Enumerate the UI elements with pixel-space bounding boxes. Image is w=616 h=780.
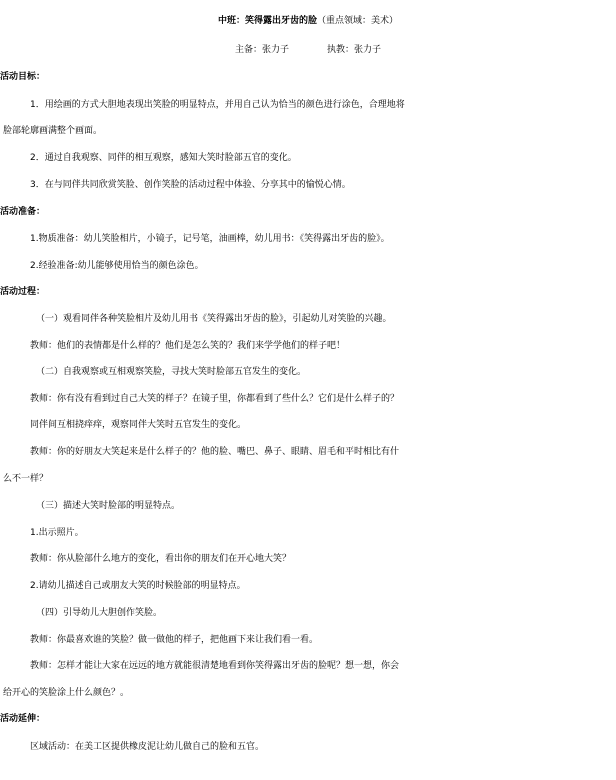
- prep-author: 主备：张力子: [234, 45, 289, 55]
- process-line: 给开心的笑脸涂上什么颜色？。: [3, 688, 130, 698]
- goal-line: 2．通过自我观察、同伴的相互观察，感知大笑时脸部五官的变化。: [30, 153, 297, 163]
- process-line: 么不一样？: [3, 474, 49, 484]
- process-step-title: （一）观看同伴各种笑脸相片及幼儿用书《笑得露出牙齿的脸》，引起幼儿对笑脸的兴趣。: [36, 314, 392, 324]
- extension-line: 区域活动：在美工区提供橡皮泥让幼儿做自己的脸和五官。: [30, 742, 265, 752]
- process-line: 同伴间互相挠痒痒，观察同伴大笑时五官发生的变化。: [30, 420, 247, 430]
- title-main: 中班：笑得露出牙齿的脸: [217, 16, 317, 26]
- process-line: 教师：你的好朋友大笑起来是什么样子的？他的脸、嘴巴、鼻子、眼睛、眉毛和平时相比有什: [30, 447, 400, 457]
- goal-line: 3．在与同伴共同欣赏笑脸、创作笑脸的活动过程中体验、分享其中的愉悦心情。: [30, 180, 351, 190]
- title-subject-area: （重点领域：美术）: [317, 16, 399, 26]
- process-heading: 活动过程：: [0, 287, 46, 297]
- prep-line: 2.经验准备:幼儿能够使用恰当的颜色涂色。: [30, 261, 204, 271]
- process-step-title: （二）自我观察或互相观察笑脸，寻找大笑时脸部五官发生的变化。: [36, 367, 307, 377]
- process-line: 2.请幼儿描述自己或朋友大笑的时候脸部的明显特点。: [30, 581, 246, 591]
- process-line: 教师：你最喜欢谁的笑脸？做一做他的样子，把他画下来让我们看一看。: [30, 635, 319, 645]
- goal-line: 脸部轮廓画满整个画面。: [3, 126, 103, 136]
- goal-line: 1．用绘画的方式大胆地表现出笑脸的明显特点，并用自己认为恰当的颜色进行涂色，合理地将: [30, 100, 405, 110]
- process-step-title: （三）描述大笑时脸部的明显特点。: [36, 501, 181, 511]
- process-line: 教师：怎样才能让大家在远远的地方就能很清楚地看到你笑得露出牙齿的脸呢？想一想，你会: [30, 661, 400, 671]
- document-title: [0, 8, 616, 34]
- extension-heading: 活动延伸：: [0, 714, 46, 724]
- process-line: 教师：他们的表情都是什么样的？他们是怎么笑的？我们来学学他们的样子吧！: [30, 341, 346, 351]
- process-line: 教师：你从脸部什么地方的变化，看出你的朋友们在开心地大笑？: [30, 554, 292, 564]
- goals-heading: 活动目标：: [0, 72, 46, 82]
- process-line: 1.出示照片。: [30, 528, 84, 538]
- prep-line: 1.物质准备：幼儿笑脸相片，小镜子，记号笔，油画棒，幼儿用书：《笑得露出牙齿的脸》。: [30, 234, 390, 244]
- process-step-title: （四）引导幼儿大胆创作笑脸。: [36, 608, 163, 618]
- author-line: [0, 40, 616, 60]
- prep-heading: 活动准备：: [0, 207, 46, 217]
- process-line: 教师：你有没有看到过自己大笑的样子？在镜子里，你都看到了些什么？它们是什么样子的？: [30, 394, 400, 404]
- teach-author: 执教：张力子: [327, 45, 382, 55]
